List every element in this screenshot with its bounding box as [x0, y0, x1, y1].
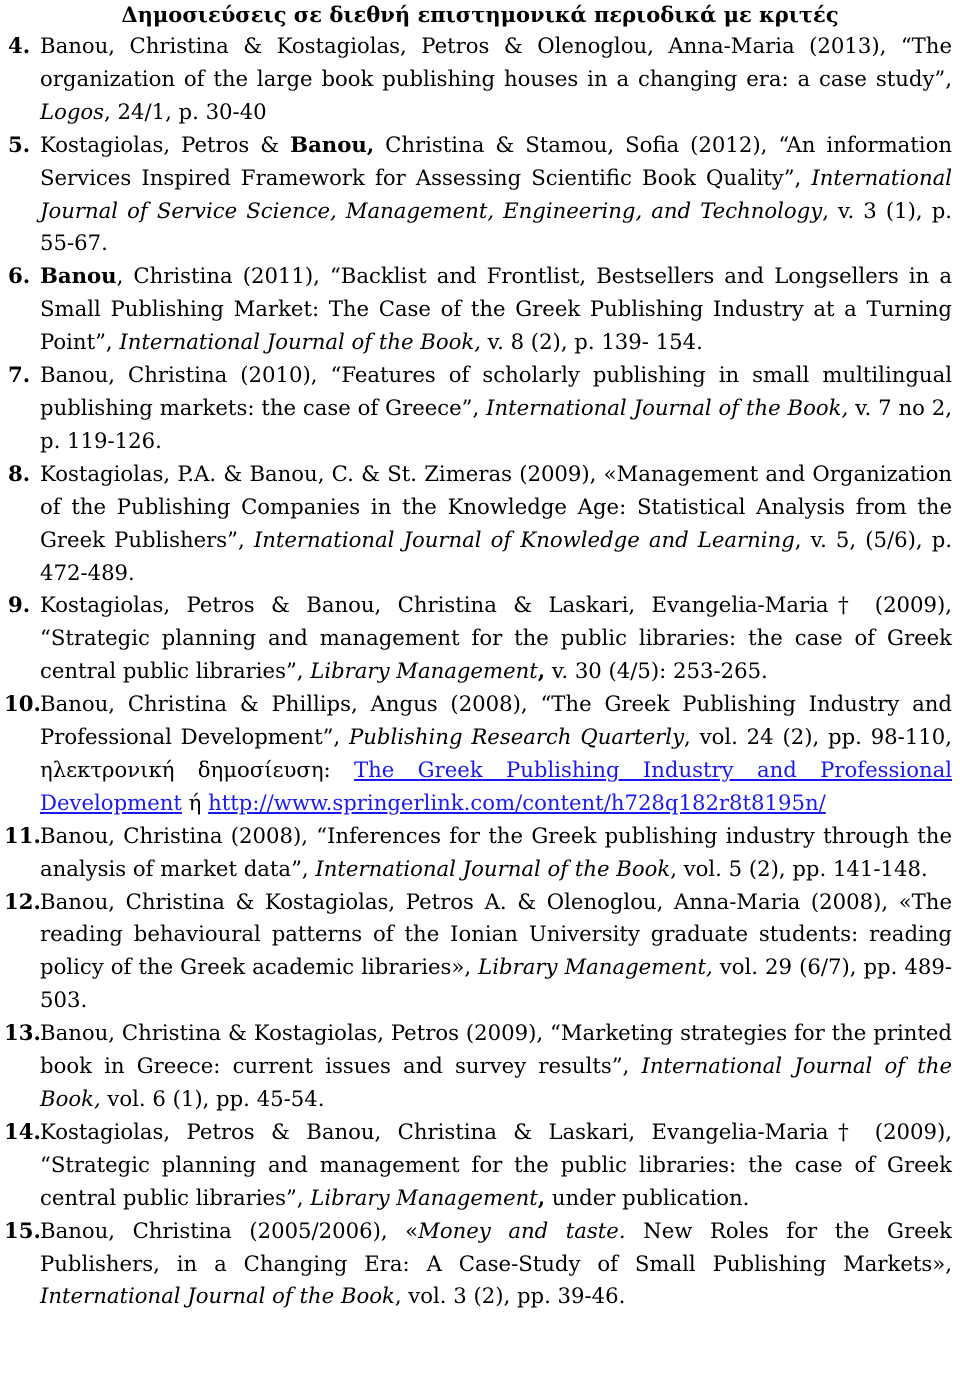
- reference-text: Banou, Christina & Kostagiolas, Petros & Olenoglou, Anna-Maria (2013), “The organization of the large book publishing houses in a changing era: a case study”,: [40, 33, 952, 91]
- reference-item-14: [4, 1116, 952, 1215]
- journal-title: International Journal of Service Science, Management, Engineering, and Technology: [40, 164, 952, 223]
- reference-text: Banou, Christina (2005/2006), «: [40, 1217, 419, 1243]
- journal-title: Library Management: [310, 658, 538, 684]
- reference-text: Banou, Christina & Kostagiolas, Petros (2009), “Marketing strategies for the printed book in Greece: current issues and survey results”,: [40, 1020, 952, 1079]
- reference-list: [4, 30, 953, 1313]
- reference-item-8: [8, 458, 952, 590]
- reference-item-7: [8, 359, 952, 458]
- reference-authors: Kostagiolas, Petros &: [40, 131, 291, 157]
- reference-number: 5.: [8, 131, 31, 157]
- reference-tail: , vol. 5 (2), pp. 141-148.: [670, 855, 928, 881]
- journal-title: International Journal of the Book: [315, 855, 671, 881]
- reference-tail: vol. 29 (6/7), pp. 489-503.: [40, 954, 953, 1013]
- journal-title: International Journal of the Book,: [486, 394, 849, 420]
- journal-title: Logos: [40, 98, 105, 124]
- reference-separator: ,: [537, 1184, 546, 1210]
- journal-title: International Journal of the Book: [40, 1283, 395, 1309]
- reference-tail: under publication.: [545, 1184, 750, 1210]
- reference-tail: v. 7 no 2, p. 119-126.: [40, 394, 952, 453]
- reference-number: 8.: [8, 460, 31, 486]
- reference-number: 12.: [4, 888, 41, 914]
- journal-title: International Journal of the Book,: [119, 329, 481, 355]
- journal-title: Publishing Research Quarterly: [349, 724, 685, 750]
- reference-text: Kostagiolas, Petros & Banou, Christina & Laskari, Evangelia-Maria† (2009), “Strategic planning and management for the public libraries: the case of Greek central public libraries”,: [40, 1118, 952, 1210]
- reference-middle: , vol. 24 (2), pp. 98-110, ηλεκτρονική δημοσίευση:: [40, 724, 952, 782]
- article-title-italic: Money and taste.: [418, 1217, 626, 1243]
- reference-number: 13.: [4, 1020, 41, 1046]
- reference-text: Kostagiolas, Petros & Banou, Christina & Laskari, Evangelia-Maria† (2009), “Strategic planning and management for the public libraries: the case of Greek central public libraries”,: [40, 592, 952, 684]
- reference-text: , Christina (2011), “Backlist and Frontlist, Bestsellers and Longsellers in a Small Publishing Market: The Case of the Greek Publishing Industry at a Turning Point”,: [40, 263, 952, 355]
- journal-title: Library Management,: [478, 954, 713, 980]
- reference-item-6: [8, 260, 952, 359]
- reference-number: 14.: [4, 1118, 41, 1144]
- reference-tail: , 24/1, p. 30-40: [104, 98, 267, 124]
- reference-tail: v. 8 (2), p. 139- 154.: [480, 329, 703, 355]
- highlighted-author: Banou,: [290, 131, 375, 157]
- reference-item-15: [4, 1215, 952, 1314]
- reference-item-10: [4, 688, 953, 820]
- journal-title: International Journal of the Book,: [40, 1053, 952, 1111]
- highlighted-author: Banou: [40, 263, 117, 289]
- reference-middle: New Roles for the Greek Publishers, in a Changing Era: A Case-Study of Small Publishing Markets»,: [40, 1217, 952, 1276]
- reference-item-13: [4, 1017, 952, 1116]
- reference-tail: , v. 3 (1), p. 55-67.: [40, 197, 953, 256]
- reference-number: 6.: [8, 263, 31, 289]
- reference-text: Banou, Christina (2008), “Inferences for the Greek publishing industry through the analysis of market data”,: [40, 822, 952, 881]
- reference-number: 7.: [8, 362, 31, 388]
- reference-number: 15.: [4, 1217, 41, 1243]
- reference-number: 9.: [8, 592, 31, 618]
- reference-item-12: [4, 886, 953, 1018]
- reference-number: 11.: [4, 822, 41, 848]
- springerlink-url-link[interactable]: http://www.springerlink.com/content/h728q182r8t8195n/: [208, 789, 826, 815]
- journal-title: Library Management: [310, 1184, 538, 1210]
- reference-tail: , v. 5, (5/6), p. 472-489.: [40, 526, 952, 585]
- or-separator: ή: [181, 789, 209, 815]
- reference-item-11: [4, 820, 952, 886]
- reference-separator: ,: [537, 658, 546, 684]
- reference-text: Kostagiolas, P.A. & Banou, C. & St. Zimeras (2009), «Management and Organization of the Publishing Companies in the Knowledge Age: Statistical Analysis from the Greek Publishers”,: [40, 460, 952, 552]
- section-heading: Δημοσιεύσεις σε διεθνή επιστημονικά περιοδικά με κριτές: [121, 2, 839, 27]
- reference-number: 10.: [4, 691, 41, 717]
- reference-item-5: [8, 129, 952, 261]
- reference-number: 4.: [8, 33, 31, 58]
- journal-title: International Journal of Knowledge and Learning: [253, 526, 795, 552]
- reference-text: Christina & Stamou, Sofia (2012), “An information Services Inspired Framework for Assessing Scientific Book Quality”,: [40, 131, 952, 190]
- reference-text: Banou, Christina & Kostagiolas, Petros A. & Olenoglou, Anna-Maria (2008), «The reading behavioural patterns of the Ionian University graduate students: reading policy of the Greek academic libraries»,: [40, 888, 952, 980]
- reference-tail: vol. 6 (1), pp. 45-54.: [100, 1086, 325, 1111]
- reference-item-9: [8, 589, 952, 688]
- article-title-link[interactable]: The Greek Publishing Industry and Professional Development: [40, 756, 953, 815]
- reference-item-4: [8, 30, 952, 129]
- reference-text: Banou, Christina & Phillips, Angus (2008), “The Greek Publishing Industry and Professional Development”,: [40, 691, 952, 750]
- reference-text: Banou, Christina (2010), “Features of scholarly publishing in small multilingual publishing markets: the case of Greece”,: [40, 362, 952, 420]
- reference-tail: , vol. 3 (2), pp. 39-46.: [394, 1283, 626, 1309]
- reference-tail: v. 30 (4/5): 253-265.: [545, 658, 768, 684]
